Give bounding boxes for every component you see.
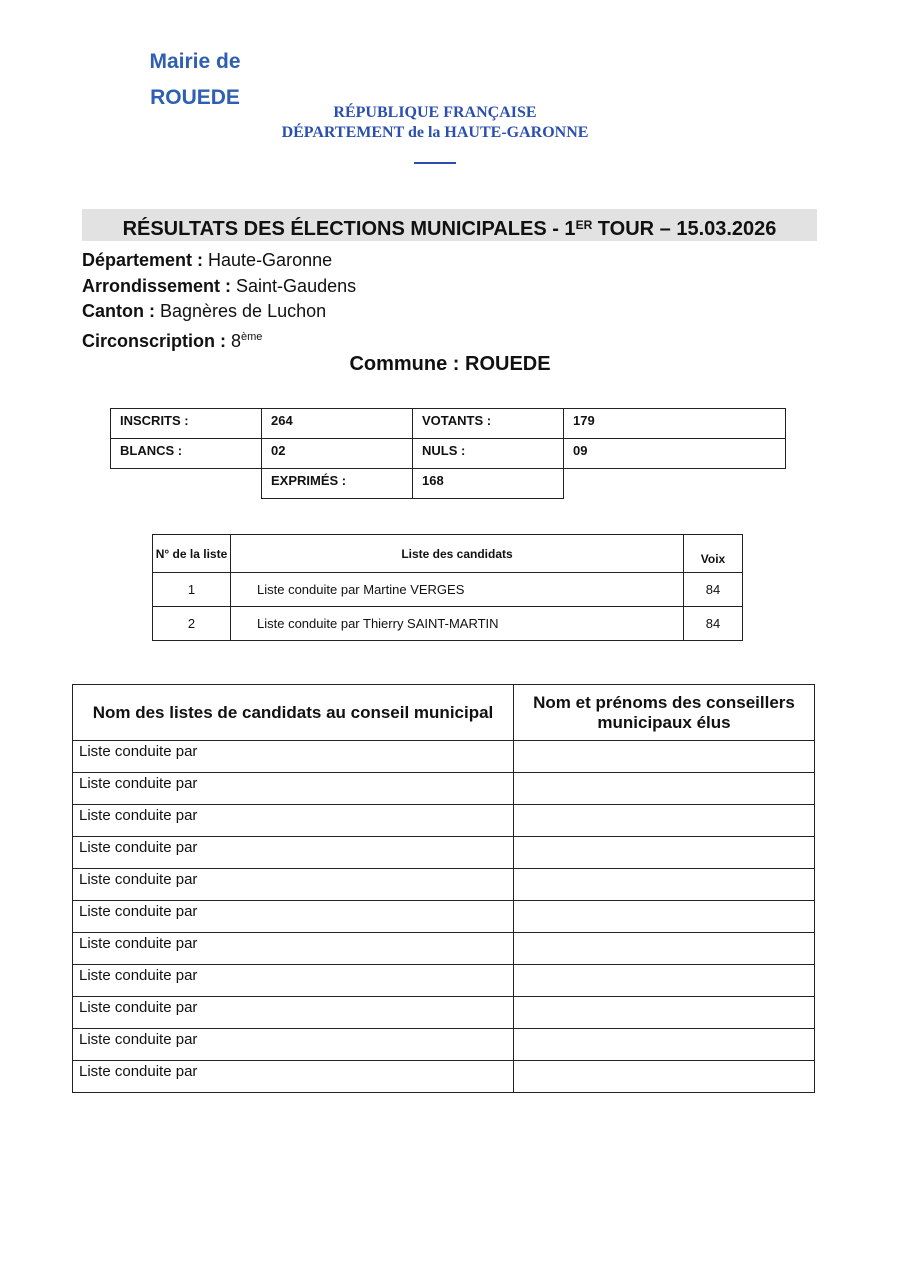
stats-row: [111, 439, 786, 469]
elus-list-name: Liste conduite par: [73, 1029, 514, 1061]
elus-list-name: Liste conduite par: [73, 837, 514, 869]
elus-list-name: Liste conduite par: [73, 741, 514, 773]
candidates-header: [153, 535, 743, 573]
banner-title: RÉSULTATS DES ÉLECTIONS MUNICIPALES - 1: [122, 218, 576, 240]
banner-date: TOUR – 15.03.2026: [592, 218, 777, 240]
stats-table: [110, 408, 786, 499]
votants-value: 179: [564, 409, 786, 439]
arrondissement-row: [82, 274, 356, 300]
col-voix-header: Voix: [684, 535, 743, 573]
elus-list-name: Liste conduite par: [73, 1061, 514, 1093]
votants-label: VOTANTS :: [413, 409, 564, 439]
elus-row: [73, 1029, 815, 1061]
candidate-name: Liste conduite par Martine VERGES: [231, 573, 684, 607]
elus-names-cell: [514, 933, 815, 965]
elus-names-cell: [514, 965, 815, 997]
departement-value: Haute-Garonne: [203, 250, 333, 270]
election-info: [82, 248, 356, 354]
blancs-value: 02: [262, 439, 413, 469]
nuls-label: NULS :: [413, 439, 564, 469]
elus-names-cell: [514, 901, 815, 933]
exprimes-label: EXPRIMÉS :: [262, 469, 413, 499]
mairie-name: ROUEDE: [150, 86, 240, 109]
elus-row: [73, 741, 815, 773]
header-divider: [414, 162, 456, 164]
arrondissement-value: Saint-Gaudens: [231, 275, 357, 296]
empty-cell: [564, 469, 786, 499]
elus-list-name: Liste conduite par: [73, 933, 514, 965]
elus-names-cell: [514, 837, 815, 869]
col-list-header: Liste des candidats: [231, 535, 684, 573]
elus-row: [73, 901, 815, 933]
elus-list-name: Liste conduite par: [73, 965, 514, 997]
elus-row: [73, 773, 815, 805]
elus-row: [73, 933, 815, 965]
elus-row: [73, 965, 815, 997]
results-banner: [82, 209, 817, 241]
candidate-row: [153, 573, 743, 607]
elus-row: [73, 869, 815, 901]
col-num-header: N° de la liste: [153, 535, 231, 573]
departement-label: Département :: [82, 250, 204, 270]
elus-row: [73, 805, 815, 837]
circonscription-label: Circonscription :: [82, 330, 227, 351]
blancs-label: BLANCS :: [111, 439, 262, 469]
col-elus-header: Nom et prénoms des conseillers municipaux élus: [514, 685, 815, 741]
commune-title: Commune : ROUEDE: [349, 353, 551, 375]
elus-names-cell: [514, 741, 815, 773]
elus-list-name: Liste conduite par: [73, 773, 514, 805]
elus-list-name: Liste conduite par: [73, 805, 514, 837]
inscrits-label: INSCRITS :: [111, 409, 262, 439]
elus-table: [72, 684, 815, 1093]
elus-list-name: Liste conduite par: [73, 901, 514, 933]
circonscription-row: [82, 325, 356, 355]
elus-names-cell: [514, 1029, 815, 1061]
candidate-voix: 84: [684, 573, 743, 607]
elus-names-cell: [514, 773, 815, 805]
stats-row: [111, 469, 786, 499]
elus-list-name: Liste conduite par: [73, 869, 514, 901]
elus-names-cell: [514, 1061, 815, 1093]
candidate-voix: 84: [684, 607, 743, 641]
nuls-value: 09: [564, 439, 786, 469]
departement-row: [82, 248, 356, 274]
elus-list-name: Liste conduite par: [73, 997, 514, 1029]
canton-label: Canton :: [82, 301, 155, 321]
elus-header: [73, 685, 815, 741]
exprimes-value: 168: [413, 469, 564, 499]
candidate-num: 1: [153, 573, 231, 607]
elus-names-cell: [514, 869, 815, 901]
circonscription-value: 8: [226, 330, 242, 351]
candidate-name: Liste conduite par Thierry SAINT-MARTIN: [231, 607, 684, 641]
elus-row: [73, 837, 815, 869]
republique-header: [230, 103, 640, 143]
col-listes-header: Nom des listes de candidats au conseil municipal: [73, 685, 514, 741]
candidates-table: [152, 534, 743, 641]
arrondissement-label: Arrondissement :: [82, 275, 232, 296]
candidate-row: [153, 607, 743, 641]
inscrits-value: 264: [262, 409, 413, 439]
stats-row: [111, 409, 786, 439]
departement-title: DÉPARTEMENT de la HAUTE-GARONNE: [281, 124, 589, 141]
banner-sup: ER: [575, 218, 593, 232]
elus-names-cell: [514, 997, 815, 1029]
circonscription-sup: ème: [241, 330, 263, 343]
republique-title: RÉPUBLIQUE FRANÇAISE: [333, 104, 537, 121]
mairie-line-1: Mairie de: [149, 50, 241, 73]
elus-row: [73, 1061, 815, 1093]
canton-row: [82, 299, 356, 325]
elus-row: [73, 997, 815, 1029]
canton-value: Bagnères de Luchon: [154, 301, 327, 321]
empty-cell: [111, 469, 262, 499]
elus-names-cell: [514, 805, 815, 837]
candidate-num: 2: [153, 607, 231, 641]
